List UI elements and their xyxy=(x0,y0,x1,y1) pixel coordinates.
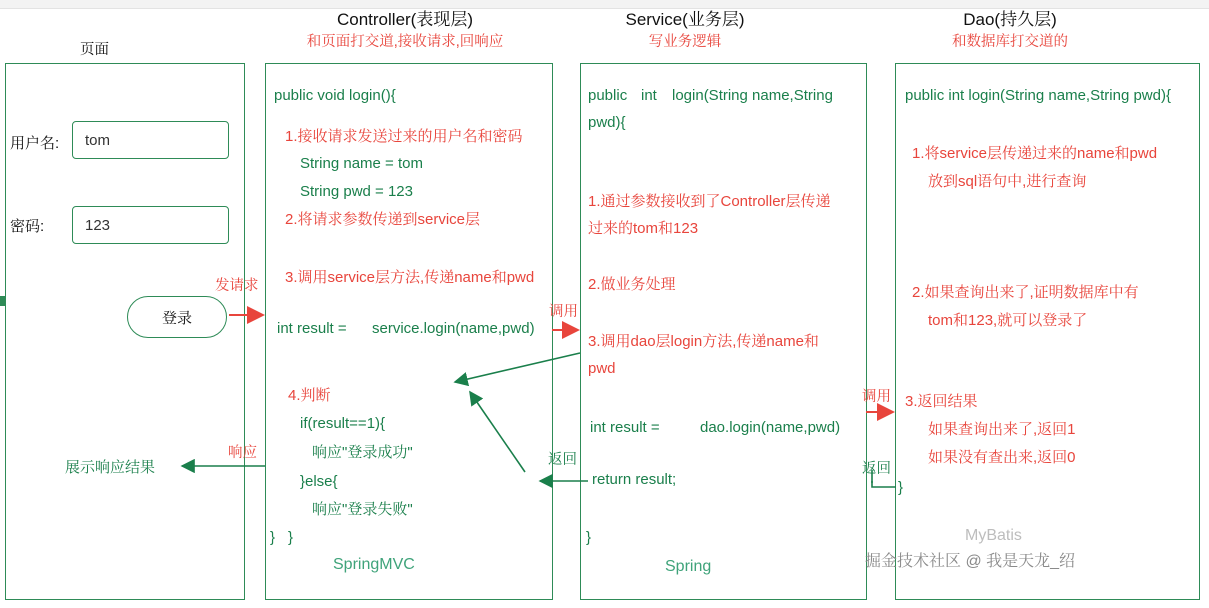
arrow-label-return-dao: 返回 xyxy=(862,461,891,477)
service-step2: 2.做业务处理 xyxy=(588,276,676,293)
service-step3-cont: pwd xyxy=(588,360,616,377)
service-signature-rest: login(String name,String xyxy=(672,87,833,104)
dao-step3-cont2: 如果没有查出来,返回0 xyxy=(928,449,1076,466)
arrow-label-send-request: 发请求 xyxy=(215,278,259,294)
controller-var-pwd: String pwd = 123 xyxy=(300,183,413,200)
controller-framework-label: SpringMVC xyxy=(333,556,415,573)
username-input[interactable]: tom xyxy=(72,121,229,159)
column-subtitle-dao: 和数据库打交道的 xyxy=(952,34,1068,50)
service-step3: 3.调用dao层login方法,传递name和 xyxy=(588,333,819,350)
column-title-dao: Dao(持久层) xyxy=(963,10,1057,29)
arrow-label-call-dao: 调用 xyxy=(862,389,891,405)
controller-if: if(result==1){ xyxy=(300,415,386,432)
controller-call-service: service.login(name,pwd) xyxy=(372,320,535,337)
column-subtitle-service: 写业务逻辑 xyxy=(648,34,722,50)
login-button[interactable]: 登录 xyxy=(127,296,227,338)
controller-close-inner: } xyxy=(288,529,294,546)
dao-step1: 1.将service层传递过来的name和pwd xyxy=(912,145,1158,162)
password-input[interactable]: 123 xyxy=(72,206,229,244)
dao-step3: 3.返回结果 xyxy=(905,393,978,410)
dao-signature: public int login(String name,String pwd){ xyxy=(905,87,1171,104)
column-title-controller: Controller(表现层) xyxy=(336,10,474,29)
dao-step2: 2.如果查询出来了,证明数据库中有 xyxy=(912,284,1139,301)
arrow-label-response: 响应 xyxy=(228,445,257,461)
controller-step2: 2.将请求参数传递到service层 xyxy=(285,211,481,228)
service-signature-int: int xyxy=(641,87,657,104)
dao-framework-label: MyBatis xyxy=(965,527,1022,544)
password-label: 密码: xyxy=(10,218,45,235)
service-signature-pwd: pwd){ xyxy=(588,114,626,131)
username-label: 用户名: xyxy=(10,135,60,152)
controller-else: }else{ xyxy=(300,473,338,490)
controller-resp-fail: 响应"登录失败" xyxy=(312,501,413,518)
dao-step2-cont: tom和123,就可以登录了 xyxy=(928,312,1088,329)
watermark-text: 掘金技术社区 @ 我是天龙_绍 xyxy=(865,553,1076,570)
page-label: 页面 xyxy=(80,42,109,58)
controller-var-name: String name = tom xyxy=(300,155,423,172)
dao-step3-cont: 如果查询出来了,返回1 xyxy=(928,421,1076,438)
column-title-service: Service(业务层) xyxy=(625,10,745,29)
controller-close-outer: } xyxy=(270,529,276,546)
service-return: return result; xyxy=(592,471,677,488)
column-subtitle-controller: 和页面打交道,接收请求,回响应 xyxy=(306,34,504,50)
service-step1: 1.通过参数接收到了Controller层传递 xyxy=(588,193,831,210)
controller-call-left: int result = xyxy=(277,320,351,337)
controller-signature: public void login(){ xyxy=(274,87,396,104)
service-call-left: int result = xyxy=(590,419,664,436)
controller-step4: 4.判断 xyxy=(288,387,331,404)
page-result-text: 展示响应结果 xyxy=(65,459,156,476)
service-call-dao: dao.login(name,pwd) xyxy=(700,419,841,436)
service-close: } xyxy=(586,529,592,546)
dao-step1-cont: 放到sql语句中,进行查询 xyxy=(928,173,1087,190)
service-framework-label: Spring xyxy=(665,558,712,575)
arrow-label-call-service: 调用 xyxy=(549,304,578,320)
service-step1-cont: 过来的tom和123 xyxy=(588,220,699,237)
controller-step3: 3.调用service层方法,传递name和pwd xyxy=(285,269,535,286)
controller-step1: 1.接收请求发送过来的用户名和密码 xyxy=(285,128,523,145)
controller-resp-success: 响应"登录成功" xyxy=(312,444,413,461)
arrow-label-return-service: 返回 xyxy=(548,452,577,468)
dao-close: } xyxy=(898,479,904,496)
service-signature-public: public xyxy=(588,87,628,104)
